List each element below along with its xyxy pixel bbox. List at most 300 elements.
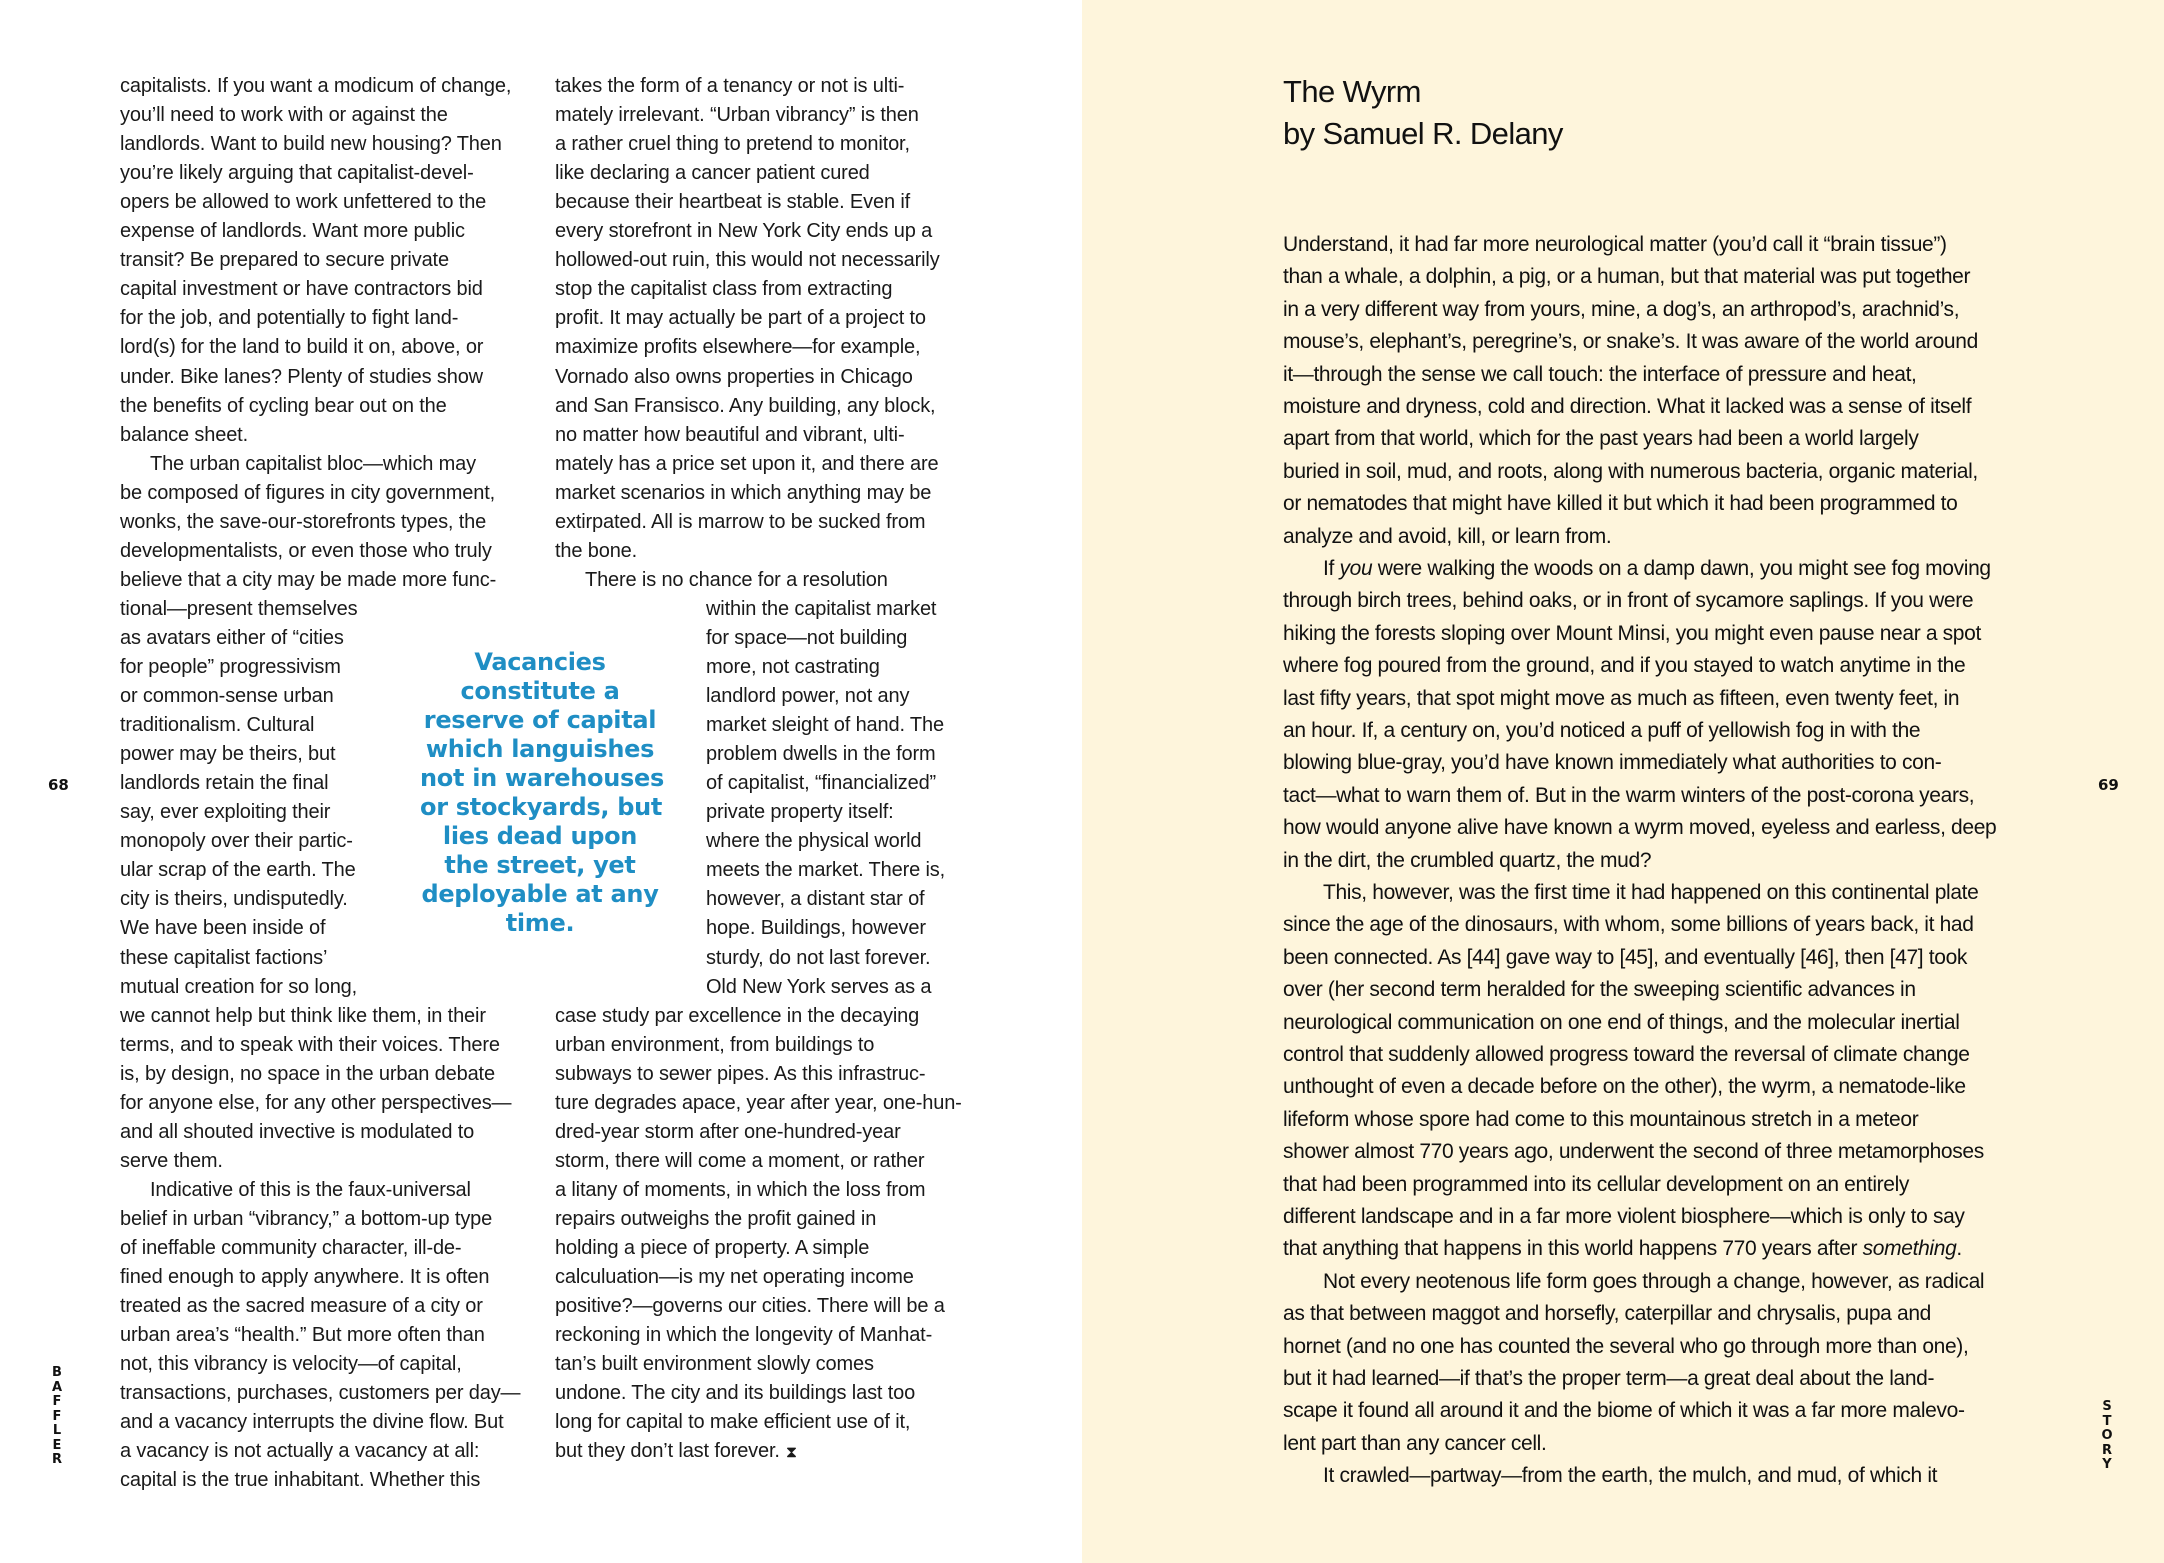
line-text: holding a piece of property. A simple (555, 1237, 870, 1259)
running-label-letter: B (52, 1365, 62, 1380)
text-line (120, 917, 325, 940)
text-line (555, 1063, 925, 1086)
text-line (120, 1150, 223, 1173)
text-line (120, 1411, 503, 1434)
text-line (555, 395, 935, 418)
running-label-letter: O (2101, 1428, 2113, 1443)
text-line (120, 249, 449, 272)
story-line (1283, 363, 1917, 387)
pull-quote-line: the street, yet (444, 851, 636, 879)
line-text: buried in soil, mud, and roots, along with numerous bacteria, organic material, (1283, 459, 1978, 483)
line-text: terms, and to speak with their voices. There (120, 1033, 500, 1056)
story-line (1283, 1302, 1931, 1326)
text-line (120, 1324, 485, 1347)
line-text: expense of landlords. Want more public (120, 220, 465, 243)
running-label-story (2100, 1400, 2114, 1473)
line-text: treated as the sacred measure of a city or (120, 1295, 483, 1318)
line-text: tan’s built environment slowly comes (555, 1353, 874, 1376)
line-text: maximize profits elsewhere—for example, (555, 336, 921, 359)
line-text: market sleight of hand. The (706, 714, 944, 737)
line-text: every storefront in New York City ends up a (555, 220, 933, 243)
text-line (706, 598, 936, 621)
line-text: serve them. (120, 1149, 223, 1172)
line-text: where the physical world (706, 830, 922, 853)
line-text: mouse’s, elephant’s, peregrine’s, or snake’s. It was aware of the world around (1283, 330, 1978, 354)
line-text: wonks, the save-our-storefronts types, the (120, 510, 487, 533)
line-text: ture degrades apace, year after year, one-hun- (555, 1091, 962, 1114)
text-line (120, 1440, 479, 1463)
story-line (1283, 265, 1970, 289)
pull-quote-line: reserve of capital (423, 706, 657, 734)
story-line (1283, 557, 1991, 581)
text-line (120, 685, 334, 708)
line-text: market scenarios in which anything may be (555, 481, 932, 504)
story-line (1283, 1399, 1965, 1423)
line-text: power may be theirs, but (120, 743, 336, 766)
line-text: mutual creation for so long, (120, 975, 358, 998)
line-text: no matter how beautiful and vibrant, ulti- (555, 423, 905, 446)
text-line (120, 976, 357, 999)
line-text: reckoning in which the longevity of Manhat- (555, 1324, 933, 1347)
text-line (120, 1208, 492, 1231)
line-text: that anything that happens in this world happens 770 years after (1283, 1237, 1863, 1261)
line-text: different landscape and in a far more violent biosphere—which is only to say (1283, 1205, 1965, 1228)
text-line (120, 511, 486, 534)
text-line (120, 1092, 511, 1115)
line-text: a vacancy is not actually a vacancy at all: (120, 1440, 480, 1463)
text-line (706, 656, 880, 679)
line-text: through birch trees, behind oaks, or in front of sycamore saplings. If you were (1283, 589, 1974, 613)
text-line (120, 162, 474, 185)
line-text: for the job, and potentially to fight land- (120, 307, 459, 330)
story-line (1283, 330, 1978, 354)
line-text: hiking the forests sloping over Mount Minsi, you might even pause near a spot (1283, 621, 1981, 645)
line-text: Old New York serves as a (706, 975, 932, 998)
line-text: blowing blue-gray, you’d have known immediately what authorities to con- (1283, 751, 1942, 775)
text-line (706, 714, 944, 737)
text-line (555, 1382, 915, 1405)
text-line (120, 482, 495, 505)
story-line (1283, 751, 1941, 775)
line-text: fined enough to apply anywhere. It is often (120, 1266, 490, 1289)
text-line (555, 278, 892, 301)
running-label-letter: T (2102, 1413, 2112, 1429)
line-text: and a vacancy interrupts the divine flow. But (120, 1411, 504, 1434)
line-text: problem dwells in the form (706, 743, 936, 766)
line-text: mately has a price set upon it, and there are (555, 452, 939, 475)
line-text: This, however, was the first time it had happened on this continental plate (1323, 881, 1979, 904)
line-text: city is theirs, undisputedly. (120, 888, 348, 911)
text-line (555, 75, 904, 98)
line-text: capitalists. If you want a modicum of change, (120, 75, 512, 97)
line-text: you’ll need to work with or against the (120, 104, 448, 127)
pull-quote-line: time. (505, 909, 575, 937)
line-text: analyze and avoid, kill, or learn from. (1283, 524, 1612, 548)
text-line (120, 888, 348, 911)
story-line (1283, 1043, 1970, 1067)
line-text: lent part than any cancer cell. (1283, 1431, 1547, 1455)
text-line (120, 569, 496, 592)
line-text: meets the market. There is, (706, 859, 946, 882)
story-line (1283, 849, 1651, 873)
running-label-letter: F (52, 1408, 62, 1424)
line-text: but it had learned—if that’s the proper term—a great deal about the land- (1283, 1367, 1935, 1390)
text-line (706, 976, 931, 999)
pull-quote-line: or stockyards, but (420, 793, 663, 821)
text-line (706, 685, 909, 708)
running-label-letter: F (52, 1394, 62, 1409)
line-text: in the dirt, the crumbled quartz, the mud? (1283, 848, 1652, 872)
line-text: urban area’s “health.” But more often than (120, 1324, 485, 1347)
story-line (1283, 427, 1918, 451)
story-line (1283, 1140, 1984, 1164)
story-line (1283, 622, 1981, 646)
line-text: positive?—governs our cities. There will be a (555, 1295, 945, 1318)
line-text: in a very different way from yours, mine, a dog’s, an arthropod’s, arachnid’s, (1283, 297, 1960, 321)
line-text: dred-year storm after one-hundred-year (555, 1120, 901, 1143)
story-line (1283, 719, 1920, 743)
text-line (555, 453, 938, 476)
line-text: last fifty years, that spot might move as much as fifteen, even twenty feet, in (1283, 686, 1960, 710)
text-line (120, 395, 447, 418)
line-text: as that between maggot and horsefly, caterpillar and chrysalis, pupa and (1283, 1302, 1931, 1326)
line-text: we cannot help but think like them, in their (120, 1004, 486, 1027)
page-number-left: 68 (48, 776, 69, 794)
text-line (120, 1295, 483, 1318)
line-text: mately irrelevant. “Urban vibrancy” is then (555, 104, 919, 127)
text-line (120, 1034, 500, 1057)
line-text: and San Fransisco. Any building, any block, (555, 394, 936, 417)
text-line (555, 307, 926, 330)
line-text: it—through the sense we call touch: the interface of pressure and heat, (1283, 362, 1917, 386)
line-text: been connected. As [44] gave way to [45], and eventually [46], then [47] took (1283, 945, 1968, 969)
text-line (120, 1469, 480, 1492)
text-line (706, 772, 936, 795)
story-line (1283, 589, 1973, 613)
story-title: The Wyrm (1283, 74, 1421, 109)
line-text: were walking the woods on a damp dawn, you might see fog moving (1372, 557, 1991, 580)
text-line (555, 1034, 874, 1057)
text-line (120, 1266, 489, 1289)
line-text: a rather cruel thing to pretend to monitor, (555, 133, 910, 156)
story-line (1283, 1205, 1965, 1229)
text-line (706, 859, 945, 882)
line-text: ular scrap of the earth. The (120, 859, 356, 882)
line-text: that had been programmed into its cellular development on an entirely (1283, 1172, 1910, 1196)
story-line (1283, 1367, 1934, 1391)
line-text: however, a distant star of (706, 888, 925, 911)
line-text: undone. The city and its buildings last too (555, 1382, 916, 1405)
text-line (555, 569, 888, 592)
story-line (1283, 946, 1967, 970)
story-line (1283, 395, 1971, 419)
text-line (555, 1208, 876, 1231)
line-text: unthought of even a decade before on the other), the wyrm, a nematode-like (1283, 1075, 1966, 1099)
text-line (120, 801, 330, 824)
line-text: and all shouted invective is modulated to (120, 1120, 475, 1143)
line-text: tact—what to warn them of. But in the warm winters of the post-corona years, (1283, 783, 1975, 807)
text-line (120, 598, 357, 621)
story-byline: by Samuel R. Delany (1283, 116, 1563, 151)
text-line (120, 540, 492, 563)
page-number-right: 69 (2098, 776, 2119, 794)
text-line (120, 133, 502, 156)
line-text: as avatars either of “cities (120, 626, 344, 649)
story-line (1283, 492, 1958, 516)
right-page (1082, 0, 2164, 1563)
line-text: hope. Buildings, however (706, 917, 926, 940)
text-line (120, 104, 448, 127)
text-line (120, 1121, 474, 1144)
text-line (555, 1440, 797, 1463)
line-text: sturdy, do not last forever. (706, 946, 931, 969)
line-text: traditionalism. Cultural (120, 714, 315, 737)
line-text: say, ever exploiting their (120, 801, 331, 824)
line-text: Understand, it had far more neurological matter (you’d call it “brain tissue”) (1283, 233, 1947, 256)
running-label-baffler (50, 1366, 64, 1468)
text-line (555, 1411, 910, 1434)
text-line (120, 278, 483, 301)
text-line (120, 336, 483, 359)
line-text: because their heartbeat is stable. Even if (555, 191, 911, 214)
text-line (555, 1295, 945, 1318)
text-line (555, 1121, 901, 1144)
text-line (555, 511, 925, 534)
line-text: apart from that world, which for the past years had been a world largely (1283, 427, 1919, 451)
line-text: calculuation—is my net operating income (555, 1266, 914, 1289)
line-text: monopoly over their partic- (120, 830, 353, 853)
line-text: than a whale, a dolphin, a pig, or a human, but that material was put together (1283, 265, 1971, 289)
line-text: or nematodes that might have killed it but which it had been programmed to (1283, 492, 1958, 516)
line-text: believe that a city may be made more func- (120, 568, 497, 591)
line-text: transactions, purchases, customers per day— (120, 1382, 521, 1405)
line-text: where fog poured from the ground, and if you stayed to watch anytime in the (1283, 654, 1966, 678)
line-text: There is no chance for a resolution (585, 568, 888, 591)
line-text: It crawled—partway—from the earth, the mulch, and mud, of which it (1323, 1464, 1938, 1488)
emphasis-text: something (1862, 1237, 1957, 1261)
line-text: stop the capitalist class from extracting (555, 278, 893, 301)
line-text: more, not castrating (706, 656, 880, 678)
line-text: profit. It may actually be part of a project to (555, 307, 926, 330)
line-text: Vornado also owns properties in Chicago (555, 365, 913, 388)
line-text: capital is the true inhabitant. Whether this (120, 1469, 481, 1492)
line-text: storm, there will come a moment, or rather (555, 1149, 925, 1172)
story-line (1283, 298, 1959, 322)
story-line (1283, 1432, 1546, 1456)
pull-quote (420, 648, 664, 938)
line-text: long for capital to make efficient use of it, (555, 1411, 911, 1434)
story-line (1283, 1011, 1960, 1035)
text-line (120, 772, 328, 795)
line-text: is, by design, no space in the urban debate (120, 1062, 495, 1085)
running-label-letter: L (52, 1423, 62, 1438)
story-line (1283, 978, 1916, 1002)
line-text: shower almost 770 years ago, underwent the second of three metamorphoses (1283, 1140, 1984, 1164)
line-text: a litany of moments, in which the loss from (555, 1178, 926, 1201)
line-text: or common-sense urban (120, 685, 334, 708)
story-line (1283, 460, 1978, 484)
story-line (1283, 687, 1959, 711)
line-text: the bone. (555, 539, 638, 562)
text-line (555, 336, 920, 359)
text-line (706, 627, 907, 650)
running-label-letter: Y (2102, 1457, 2112, 1472)
text-line (120, 1179, 471, 1202)
line-text: an hour. If, a century on, you’d noticed a puff of yellowish fog in with the (1283, 719, 1921, 742)
text-line (120, 830, 353, 853)
text-line (555, 1353, 874, 1376)
line-text: The urban capitalist bloc—which may (150, 452, 477, 475)
line-text: moisture and dryness, cold and direction. What it lacked was a sense of itself (1283, 395, 1972, 418)
end-of-article-icon: ⧗ (785, 1442, 797, 1462)
line-text: belief in urban “vibrancy,” a bottom-up type (120, 1207, 493, 1230)
text-line (555, 1266, 914, 1289)
line-text: If (1323, 557, 1340, 580)
story-line (1283, 654, 1965, 678)
line-text: extirpated. All is marrow to be sucked from (555, 510, 926, 533)
text-line (120, 75, 511, 98)
line-text: control that suddenly allowed progress toward the reversal of climate change (1283, 1043, 1970, 1066)
text-line (555, 1179, 925, 1202)
text-line (120, 1382, 520, 1405)
line-text: since the age of the dinosaurs, with whom, some billions of years back, it had (1283, 913, 1974, 937)
line-text: like declaring a cancer patient cured (555, 162, 870, 185)
line-text: for people” progressivism (120, 656, 341, 678)
text-line (555, 366, 913, 389)
text-line (706, 830, 921, 853)
line-text: takes the form of a tenancy or not is ulti- (555, 75, 905, 97)
line-text: We have been inside of (120, 917, 326, 940)
pull-quote-line: deployable at any (421, 880, 659, 908)
text-line (706, 888, 924, 911)
text-line (555, 1150, 924, 1173)
line-text: within the capitalist market (706, 597, 937, 620)
line-text: case study par excellence in the decaying (555, 1004, 920, 1027)
pull-quote-line: not in warehouses (420, 764, 664, 792)
story-line (1283, 913, 1974, 937)
text-line (120, 743, 335, 766)
text-line (706, 801, 894, 824)
line-text: tional—present themselves (120, 597, 358, 620)
text-line (555, 191, 910, 214)
story-line (1283, 881, 1978, 905)
line-text: scape it found all around it and the biome of which it was a far more malevo- (1283, 1399, 1965, 1423)
story-line (1283, 233, 1947, 257)
text-line (706, 743, 936, 766)
pull-quote-line: constitute a (460, 677, 620, 705)
line-text: for space—not building (706, 626, 908, 649)
line-text: lord(s) for the land to build it on, above, or (120, 336, 484, 359)
line-text: of ineffable community character, ill-de- (120, 1237, 462, 1259)
text-line (120, 1237, 461, 1260)
story-line (1283, 816, 1996, 840)
running-label-letter: A (51, 1379, 63, 1395)
line-text: be composed of figures in city government, (120, 481, 496, 504)
line-text: subways to sewer pipes. As this infrastruc- (555, 1062, 926, 1085)
line-text: but they don’t last forever. (555, 1440, 780, 1463)
line-text: over (her second term heralded for the sweeping scientific advances in (1283, 978, 1916, 1002)
text-line (555, 1324, 932, 1347)
pull-quote-line: which languishes (425, 735, 655, 763)
story-line (1283, 784, 1974, 808)
text-line (706, 917, 926, 940)
line-text: hollowed-out ruin, this would not necessarily (555, 249, 940, 272)
text-line (120, 947, 327, 970)
text-line (555, 1005, 919, 1028)
line-text: Indicative of this is the faux-universal (150, 1178, 471, 1201)
story-line (1283, 1270, 1984, 1294)
text-line (555, 162, 870, 185)
line-text: balance sheet. (120, 423, 248, 446)
line-text: hornet (and no one has counted the several who go through more than one), (1283, 1334, 1969, 1358)
line-text: transit? Be prepared to secure private (120, 249, 449, 272)
running-label-letter: E (52, 1437, 62, 1453)
text-line (555, 540, 637, 563)
line-text: neurological communication on one end of things, and the molecular inertial (1283, 1010, 1960, 1034)
line-text: Not every neotenous life form goes through a change, however, as radical (1323, 1269, 1985, 1293)
story-line (1283, 1335, 1968, 1359)
text-line (120, 1353, 462, 1376)
line-text: landlord power, not any (706, 685, 910, 708)
story-line (1283, 1464, 1937, 1488)
story-line (1283, 1108, 1918, 1132)
line-text: of capitalist, “financialized” (706, 772, 937, 795)
text-line (120, 627, 344, 650)
story-line (1283, 1237, 1962, 1261)
text-line (120, 859, 356, 882)
emphasis-text: you (1339, 557, 1373, 580)
text-line (555, 104, 919, 127)
line-text: landlords retain the final (120, 772, 329, 795)
text-line (120, 714, 314, 737)
line-text: you’re likely arguing that capitalist-devel- (120, 162, 474, 185)
text-line (120, 191, 486, 214)
story-line (1283, 1075, 1966, 1099)
line-text: for anyone else, for any other perspectives— (120, 1091, 512, 1114)
text-line (120, 453, 476, 476)
line-text: landlords. Want to build new housing? Then (120, 133, 502, 156)
line-text: these capitalist factions’ (120, 946, 328, 969)
line-text: capital investment or have contractors bid (120, 278, 483, 301)
text-line (555, 424, 904, 447)
text-line (555, 249, 940, 272)
story-line (1283, 525, 1611, 549)
running-label-letter: R (51, 1452, 62, 1467)
line-text: not, this vibrancy is velocity—of capital, (120, 1353, 462, 1376)
text-line (555, 482, 931, 505)
line-text: urban environment, from buildings to (555, 1033, 875, 1056)
text-line (555, 133, 910, 156)
running-label-letter: S (2102, 1399, 2112, 1414)
line-text: private property itself: (706, 801, 894, 824)
line-text: lifeform whose spore had come to this mountainous stretch in a meteor (1283, 1107, 1919, 1131)
pull-quote-line: lies dead upon (442, 822, 638, 850)
line-text: repairs outweighs the profit gained in (555, 1207, 877, 1230)
text-line (555, 1092, 962, 1115)
text-line (120, 307, 458, 330)
story-line (1283, 1173, 1909, 1197)
line-text: how would anyone alive have known a wyrm moved, eyeless and earless, deep (1283, 816, 1997, 840)
text-line (706, 947, 930, 970)
text-line (555, 220, 932, 243)
line-text: developmentalists, or even those who truly (120, 539, 492, 562)
line-text: under. Bike lanes? Plenty of studies show (120, 365, 483, 388)
line-text: opers be allowed to work unfettered to the (120, 191, 487, 214)
text-line (120, 656, 341, 679)
text-line (120, 424, 248, 447)
text-line (120, 1005, 486, 1028)
text-line (120, 220, 465, 243)
